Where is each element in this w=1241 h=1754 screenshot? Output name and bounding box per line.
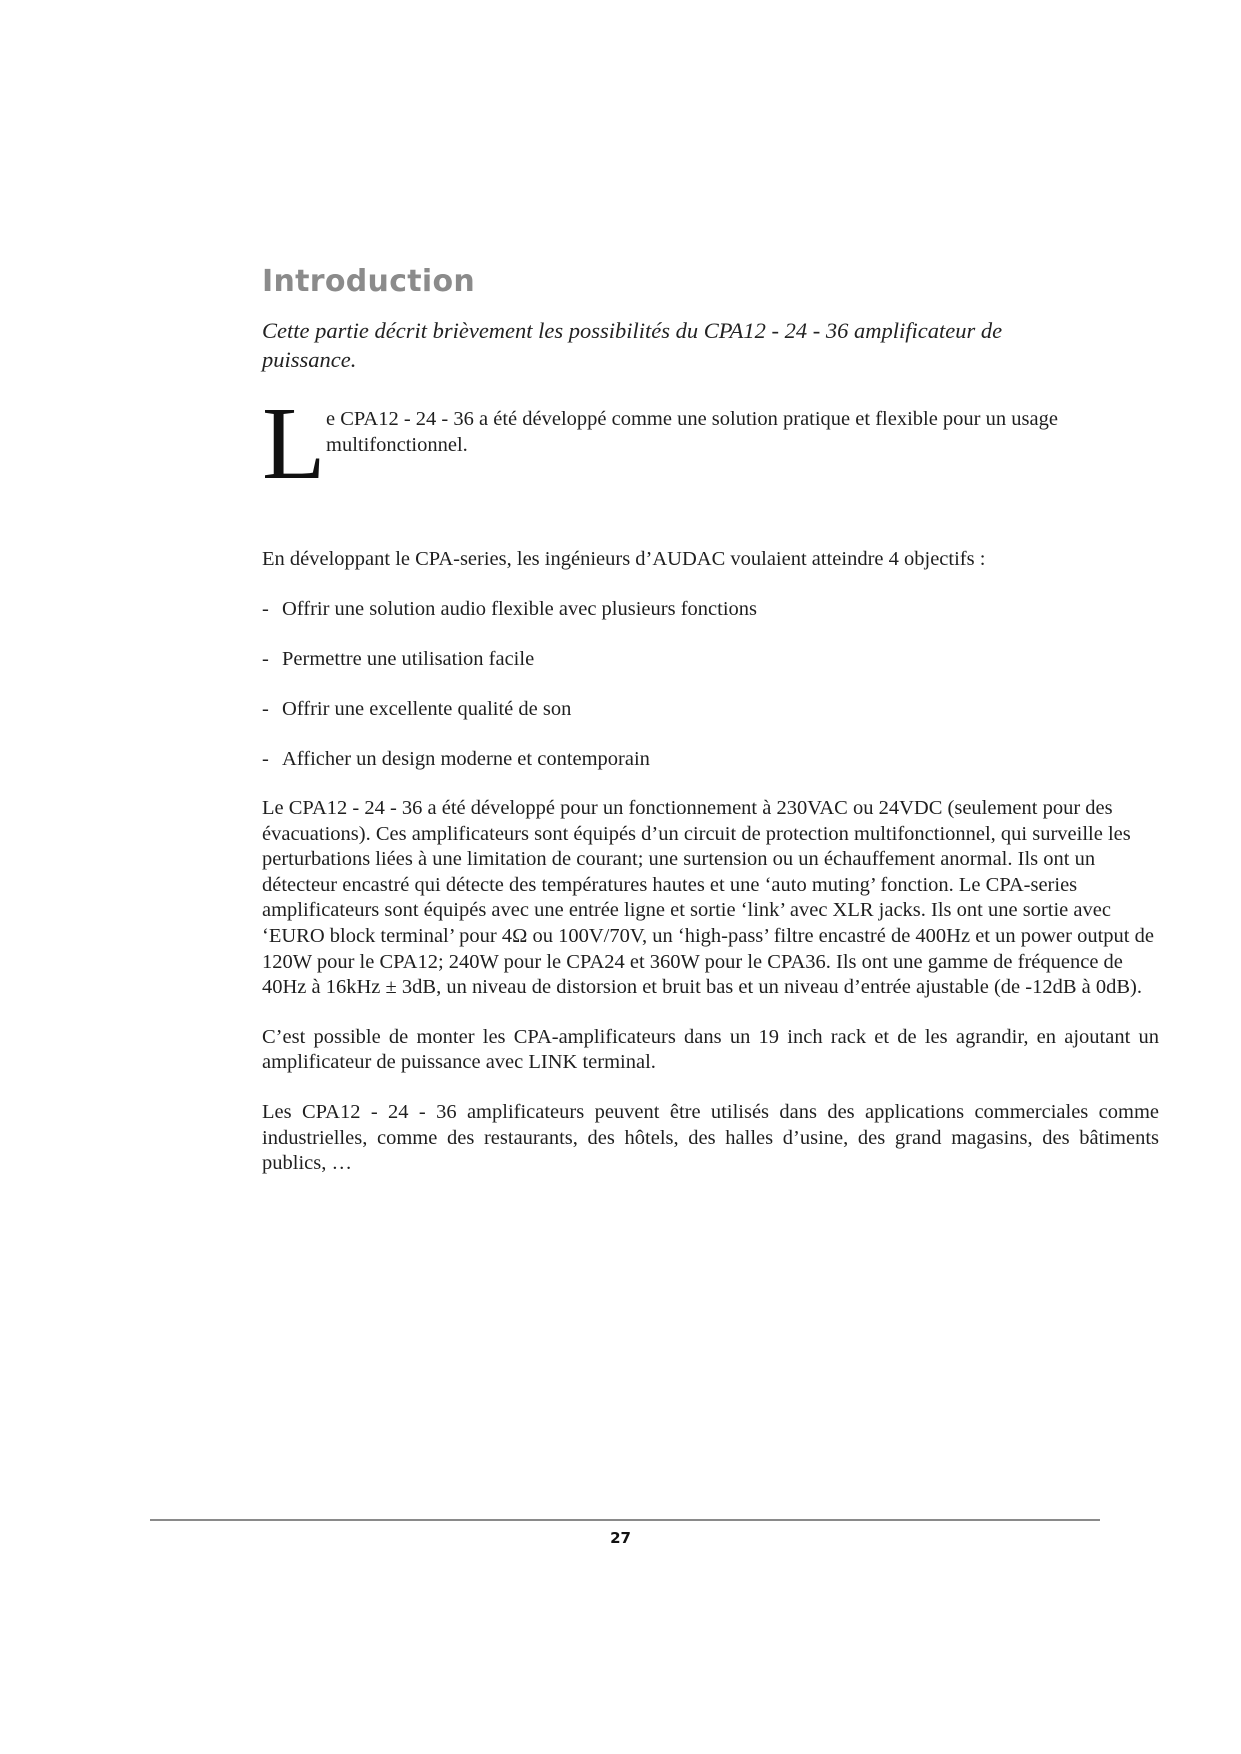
objective-text: Offrir une solution audio flexible avec plusieurs fonctions xyxy=(282,598,757,620)
objective-text: Afficher un design moderne et contemporain xyxy=(282,748,650,770)
dropcap-paragraph xyxy=(262,386,1159,506)
list-dash: - xyxy=(262,648,269,670)
list-dash: - xyxy=(262,598,269,620)
list-item xyxy=(262,696,1159,722)
paragraph-specs: Le CPA12 - 24 - 36 a été développé pour un fonctionnement à 230VAC ou 24VDC (seulement pour des évacuations). Ces amplificateurs sont équipés d’un circuit de protection multifonctionnel, qui surveille les perturbations liées à une limitation de courant; une surtension ou un échauffement anormal. Ils ont un détecteur encastré qui détecte des températures hautes et une ‘auto muting’ fonction. Le CPA-series amplificateurs sont équipés avec une entrée ligne et sortie ‘link’ avec XLR jacks. Ils ont une sortie avec ‘EURO block terminal’ pour 4Ω ou 100V/70V, un ‘high-pass’ filtre encastré de 400Hz et un power output de 120W pour le CPA12; 240W pour le CPA24 et 360W pour le CPA36. Ils ont une gamme de fréquence de 40Hz à 16kHz ± 3dB, un niveau de distorsion et bruit bas et un niveau d’entrée ajustable (de -12dB à 0dB). xyxy=(262,797,1154,999)
dropcap-text: e CPA12 - 24 - 36 a été développé comme une solution pratique et flexible pour un usage multifonctionnel. xyxy=(326,408,1058,456)
list-dash: - xyxy=(262,698,269,720)
objective-text: Permettre une utilisation facile xyxy=(282,648,535,670)
section-heading: Introduction xyxy=(262,264,476,299)
list-item xyxy=(262,646,1159,672)
objectives-list xyxy=(262,596,1159,772)
paragraph-rack: C’est possible de monter les CPA-amplificateurs dans un 19 inch rack et de les agrandir, en ajoutant un amplificateur de puissance avec LINK terminal. xyxy=(262,1025,1159,1074)
list-dash: - xyxy=(262,748,269,770)
page-number: 27 xyxy=(610,1529,631,1547)
dropcap-letter: L xyxy=(262,386,326,501)
paragraph-applications: Les CPA12 - 24 - 36 amplificateurs peuvent être utilisés dans des applications commerciales comme industrielles, comme des restaurants, des hôtels, des halles d’usine, des grand magasins, des bâtiments publics, … xyxy=(262,1100,1159,1175)
list-item xyxy=(262,746,1159,772)
objectives-intro: En développant le CPA-series, les ingénieurs d’AUDAC voulaient atteindre 4 objectifs : xyxy=(262,548,986,570)
page-content xyxy=(262,262,1159,1177)
section-subtitle: Cette partie décrit brièvement les possibilités du CPA12 - 24 - 36 amplificateur de puissance. xyxy=(262,318,1003,372)
objective-text: Offrir une excellente qualité de son xyxy=(282,698,572,720)
footer-divider xyxy=(150,1519,1100,1521)
list-item xyxy=(262,596,1159,622)
